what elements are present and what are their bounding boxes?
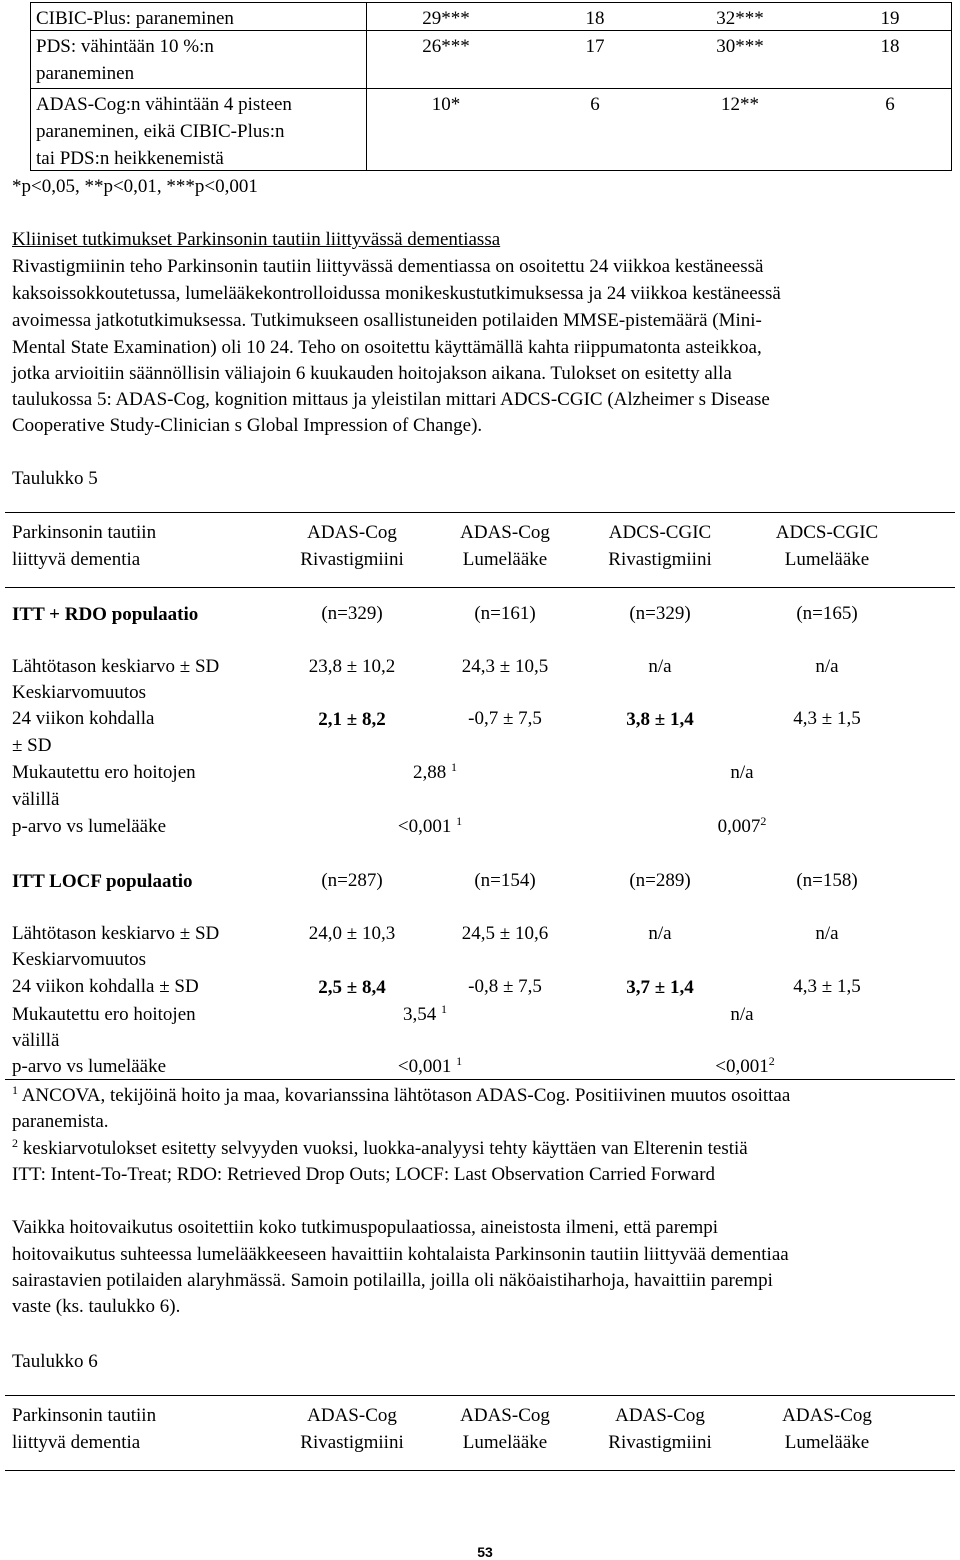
table-cell: 30*** <box>716 36 764 57</box>
table-cell: 24,5 ± 10,6 <box>461 923 549 944</box>
table-cell: 3,7 ± 1,4 <box>626 977 694 998</box>
row-label: p-arvo vs lumelääke <box>12 1056 167 1077</box>
population-label: ITT + RDO populaatio <box>12 604 199 625</box>
column-header: liittyvä dementia <box>12 1432 141 1453</box>
table-row-label: paraneminen, eikä CIBIC-Plus:n <box>36 121 285 142</box>
table-cell: 32*** <box>716 8 764 29</box>
table-cell: 6 <box>590 94 600 115</box>
row-label: Keskiarvomuutos <box>12 949 147 970</box>
column-header: ADCS-CGIC <box>775 522 879 543</box>
table-cell: 2,88 $^1$ <box>413 760 457 783</box>
table-caption: Taulukko 6 <box>12 1351 98 1372</box>
table-cell: <0,001 $^1$ <box>397 1054 463 1077</box>
table-footnote: $^2$ keskiarvotulokset esitetty selvyyden vuoksi, luokka-analyysi tehty käyttäen van Elterenin testiä <box>12 1136 748 1159</box>
table-cell: n/a <box>730 762 754 783</box>
table-caption: Taulukko 5 <box>12 468 98 489</box>
row-label: ± SD <box>12 735 52 756</box>
page-number: 53 <box>477 1544 493 1560</box>
table-cell: 0,007$^2$ <box>717 814 767 837</box>
table-footnote: $^1$ ANCOVA, tekijöinä hoito ja maa, kovarianssina lähtötason ADAS-Cog. Positiivinen muutos osoittaa <box>12 1083 791 1106</box>
table-cell: (n=329) <box>629 603 691 624</box>
table-cell: n/a <box>648 656 672 677</box>
row-label: välillä <box>12 789 60 810</box>
column-header: ADAS-Cog <box>615 1405 705 1426</box>
table-footnote: paranemista. <box>12 1111 109 1132</box>
column-header: ADAS-Cog <box>460 1405 550 1426</box>
table-footnote: *p<0,05, **p<0,01, ***p<0,001 <box>12 176 258 197</box>
row-label: p-arvo vs lumelääke <box>12 816 167 837</box>
table-row-label: PDS: vähintään 10 %:n <box>36 36 214 57</box>
table-cell: 6 <box>885 94 895 115</box>
table-cell: 4,3 ± 1,5 <box>793 708 861 729</box>
table-cell: 2,1 ± 8,2 <box>318 709 386 730</box>
column-header: Rivastigmiini <box>608 1432 712 1453</box>
table-cell: 17 <box>585 36 605 57</box>
table-cell: (n=154) <box>474 870 536 891</box>
column-header: ADAS-Cog <box>782 1405 872 1426</box>
table-cell: (n=165) <box>796 603 858 624</box>
section-heading: Kliiniset tutkimukset Parkinsonin tautiin liittyvässä dementiassa <box>12 229 501 250</box>
table-cell: (n=161) <box>474 603 536 624</box>
table-cell: 24,3 ± 10,5 <box>461 656 549 677</box>
column-header: Rivastigmiini <box>300 549 404 570</box>
table-cell: -0,7 ± 7,5 <box>468 708 542 729</box>
column-header: Rivastigmiini <box>300 1432 404 1453</box>
column-header: Parkinsonin tautiin <box>12 522 157 543</box>
column-header: Lumelääke <box>784 549 870 570</box>
table-cell: n/a <box>648 923 672 944</box>
table-cell: 24,0 ± 10,3 <box>308 923 396 944</box>
row-label: 24 viikon kohdalla <box>12 708 155 729</box>
column-header: ADAS-Cog <box>307 1405 397 1426</box>
column-header: Lumelääke <box>462 1432 548 1453</box>
table-cell: 3,54 $^1$ <box>403 1002 447 1025</box>
table-footnote: ITT: Intent-To-Treat; RDO: Retrieved Drop Outs; LOCF: Last Observation Carried Forward <box>12 1164 716 1185</box>
table-cell: n/a <box>730 1004 754 1025</box>
table-cell: <0,001 $^1$ <box>397 814 463 837</box>
column-header: ADAS-Cog <box>307 522 397 543</box>
table-row-label: ADAS-Cog:n vähintään 4 pisteen <box>36 94 292 115</box>
table-cell: -0,8 ± 7,5 <box>468 976 542 997</box>
row-label: Mukautettu ero hoitojen <box>12 762 196 783</box>
column-header: Rivastigmiini <box>608 549 712 570</box>
row-label: Mukautettu ero hoitojen <box>12 1004 196 1025</box>
population-label: ITT LOCF populaatio <box>12 871 193 892</box>
column-header: Parkinsonin tautiin <box>12 1405 157 1426</box>
table-cell: $<0,001^2$ <box>715 1054 775 1077</box>
table-cell: 4,3 ± 1,5 <box>793 976 861 997</box>
column-header: ADAS-Cog <box>460 522 550 543</box>
column-header: ADCS-CGIC <box>608 522 712 543</box>
table-cell: n/a <box>815 923 839 944</box>
table-cell: 19 <box>880 8 900 29</box>
row-label: Lähtötason keskiarvo ± SD <box>12 923 220 944</box>
row-label: 24 viikon kohdalla ± SD <box>12 976 199 997</box>
column-header: Lumelääke <box>462 549 548 570</box>
table-cell: 29*** <box>422 8 470 29</box>
table-cell: 18 <box>880 36 900 57</box>
table-cell: 12** <box>721 94 759 115</box>
column-header: Lumelääke <box>784 1432 870 1453</box>
table-cell: 18 <box>585 8 605 29</box>
row-label: Keskiarvomuutos <box>12 682 147 703</box>
table-cell: (n=289) <box>629 870 691 891</box>
column-header: liittyvä dementia <box>12 549 141 570</box>
table-cell: 23,8 ± 10,2 <box>308 656 396 677</box>
table-row-label: tai PDS:n heikkenemistä <box>36 148 224 169</box>
table-cell: n/a <box>815 656 839 677</box>
table-row-label: paraneminen <box>36 63 135 84</box>
table-row-label: CIBIC-Plus: paraneminen <box>36 8 234 29</box>
table-cell: (n=287) <box>321 870 383 891</box>
table-cell: 3,8 ± 1,4 <box>626 709 694 730</box>
table-cell: 26*** <box>422 36 470 57</box>
row-label: välillä <box>12 1030 60 1051</box>
table-cell: (n=158) <box>796 870 858 891</box>
row-label: Lähtötason keskiarvo ± SD <box>12 656 220 677</box>
table-cell: 2,5 ± 8,4 <box>318 977 386 998</box>
table-cell: 10* <box>431 94 461 115</box>
table-cell: (n=329) <box>321 603 383 624</box>
